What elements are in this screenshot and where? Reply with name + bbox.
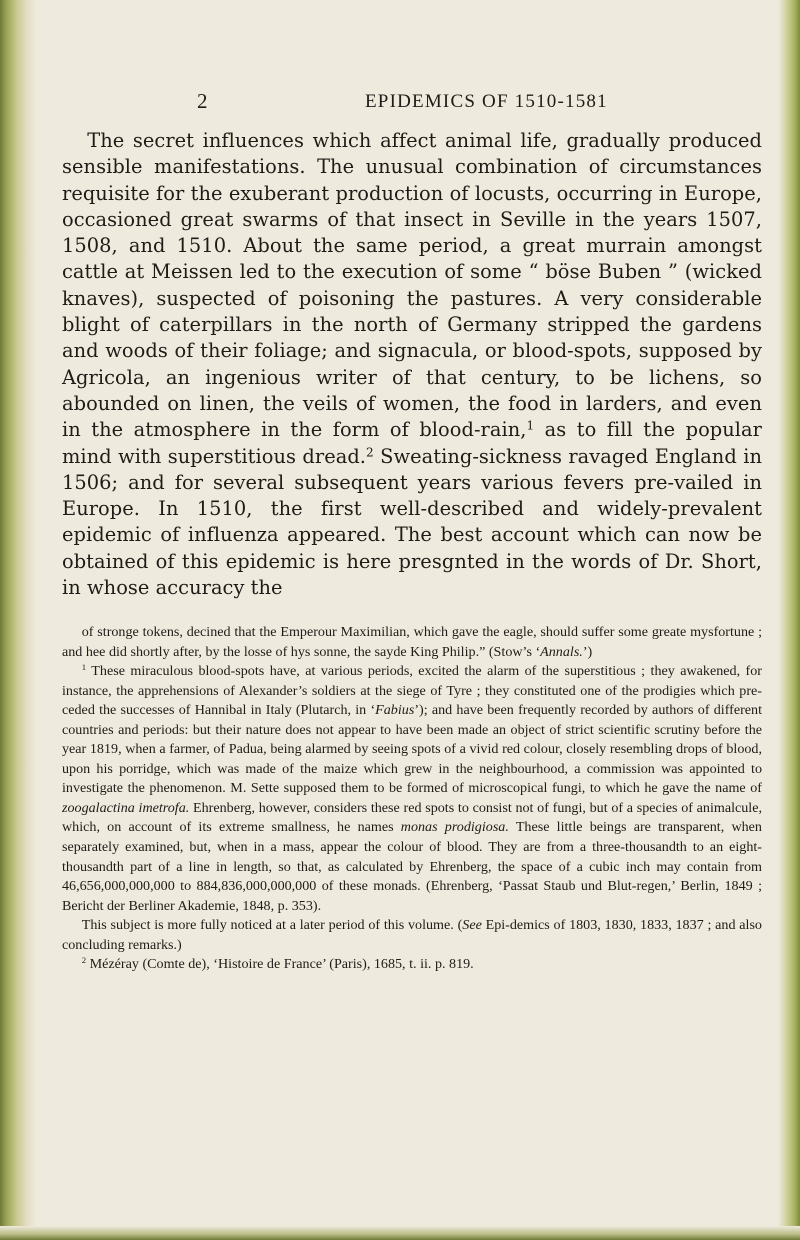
footnote-text: of stronge tokens, decined that the Emperour Maximilian, which gave the eagle, should suffer some greate mysfortune ; and hee did shortly after, by the losse of hys sonne, the sayde King Philip.” (Stow’s ‘ [62,624,762,660]
footnote-text: These little beings are transparent, when separately examined, but, when in a mass, appear the colour of blood. They are from a three-thousandth to an eight-thousandth part of a line in length, so that, as calculated by Ehrenberg, the space of a cubic inch may contain from 46,656,000,000,000 to 884,836,000,000,000 of these monads. (Ehrenberg, ‘Passat Staub und Blut-regen,’ Berlin, 1849 ; Bericht der Berliner Akademie, 1848, p. 353). [62,819,762,914]
footnote-1 [62,662,762,916]
body-text-segment: The secret influences which affect animal life, gradually produced sensible manifestations. The unusual combination of circumstances requisite for the exuberant production of locusts, occurring in Europe, occasioned great swarms of that insect in Seville in the years 1507, 1508, and 1510. About the same period, a great murrain amongst cattle at Meissen led to the execution of some “ böse Buben ” (wicked knaves), suspected of poisoning the pastures. A very considerable blight of caterpillars in the north of Germany stripped the gardens and woods of their foliage; and signacula, or blood-spots, supposed by Agricola, an ingenious writer of that century, to be lichens, so abounded on linen, the veils of women, the food in larders, and even in the atmosphere in the form of blood-rain, [62,129,762,442]
running-head: EPIDEMICS OF 1510-1581 [365,91,608,112]
footnotes [62,623,762,975]
footnote-italic-term: monas prodigiosa. [400,819,509,836]
footnote-italic-title: Annals. [540,643,583,660]
page-number: 2 [197,89,208,113]
footnote-text: ’); and have been frequently recorded by authors of different countries and periods: but their nature does not appear to have been made an object of strict scientific scrutiny before the year 1819, when a farmer, of Padua, being alarmed by seeing spots of a vivid red colour, closely resembling drops of blood, upon his porridge, which was made of the maize which grew in the neighbourhood, a commission was appointed to investigate the phenomenon. M. Sette supposed them to be formed of microscopical fungi, to which he gave the name of [62,702,763,797]
footnote-marker-1: 1 [81,662,87,673]
footnote-continued [62,623,762,662]
footnote-text: This subject is more fully noticed at a later period of this volume. ( [81,917,463,934]
page-edge-shadow-bottom [0,1226,800,1240]
body-text-segment: Sweating-sickness ravaged England in 1506; and for several subsequent years various fevers pre-vailed in Europe. In 1510, the first well-described and widely-prevalent epidemic of influenza appeared. The best account which can now be obtained of this epidemic is here pres [62,444,762,573]
footnote-text: Ehrenberg, however, considers these red spots to consist not of fungi, but of a species of animalcule, which, on account of its extreme smallness, he names [62,799,762,836]
footnote-text: Epi-demics of 1803, 1830, 1833, 1837 ; and also concluding remarks.) [62,917,762,953]
page-binding-shadow-left [0,0,36,1240]
footnote-marker-2: 2 [81,955,87,966]
footnote-text: These miraculous blood-spots have, at various periods, excited the alarm of the superstitious ; they awakened, for instance, the apprehensions of Alexander’s soldiers at the siege of Tyre ; they constituted one of the prodigies which pre-ceded the successes of Hannibal in Italy (Plutarch, in ‘ [62,663,762,719]
body-text-segment: as to fill the popular mind with superstitious dread. [62,418,762,468]
footnote-ref-2: 2 [366,444,374,459]
body-text-segment: nted in the words of Dr. Short, in whose accuracy the [62,549,762,600]
footnote-1-continued [62,916,762,955]
footnote-text: ’) [582,643,593,660]
footnote-text: Mézéray (Comte de), ‘Histoire de France’ (Paris), 1685, t. ii. p. 819. [86,956,474,973]
body-text-segment: g [441,549,455,573]
page-edge-shadow-right [778,0,800,1240]
footnote-italic-term: See [462,917,482,934]
footnote-italic-term: zoogalactina imetrofa. [62,799,190,816]
footnote-2 [62,955,762,975]
page-header [0,89,800,119]
footnote-italic-title: Fabius [375,702,415,719]
body-paragraph [62,128,762,601]
footnote-ref-1: 1 [526,418,535,433]
